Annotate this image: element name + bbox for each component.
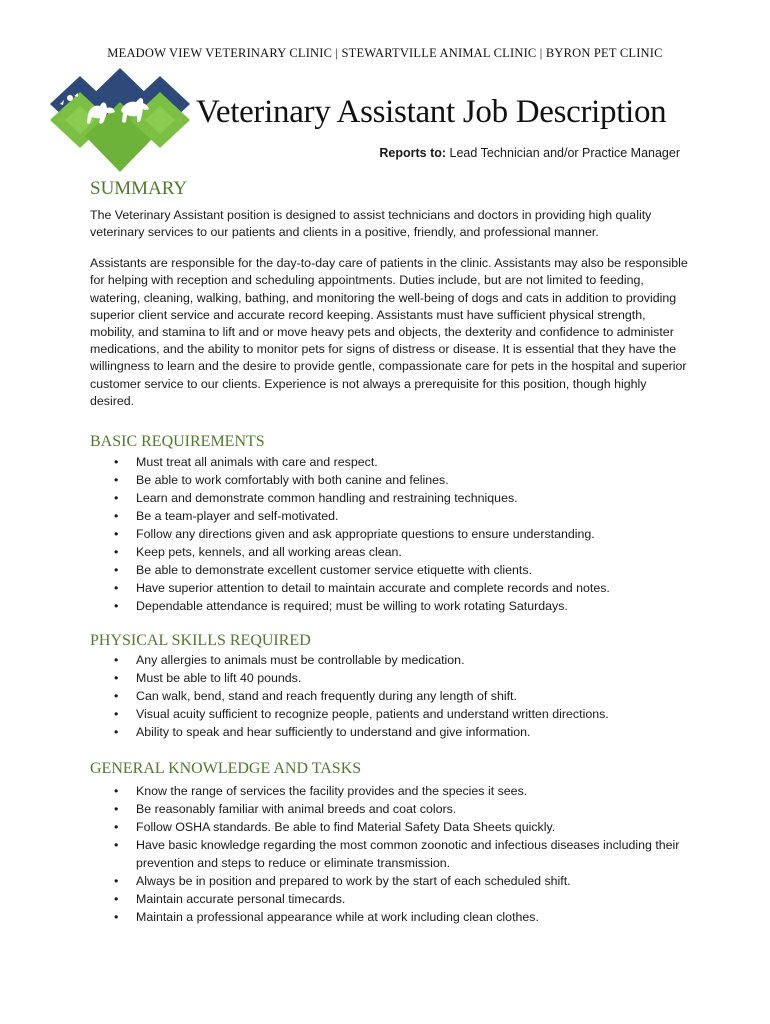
list-item: • Learn and demonstrate common handling and restraining techniques. bbox=[114, 491, 518, 506]
bullet-icon: • bbox=[114, 801, 119, 816]
bullet-icon: • bbox=[114, 873, 119, 888]
list-item: • Visual acuity sufficient to recognize people, patients and understand written directions. bbox=[114, 707, 609, 722]
list-item: • Maintain accurate personal timecards. bbox=[114, 891, 346, 906]
list-item: • Maintain a professional appearance while at work including clean clothes. bbox=[114, 909, 539, 924]
bullet-icon: • bbox=[114, 563, 119, 578]
bullet-icon: • bbox=[114, 707, 119, 722]
list-item: • Can walk, bend, stand and reach frequently during any length of shift. bbox=[114, 689, 517, 704]
list-item: • Must treat all animals with care and respect. bbox=[114, 455, 378, 470]
bullet-icon: • bbox=[114, 599, 119, 614]
basic-requirements-list bbox=[90, 453, 690, 615]
bullet-icon: • bbox=[114, 725, 119, 740]
list-item: • Always be in position and prepared to work by the start of each scheduled shift. bbox=[114, 873, 571, 888]
bullet-icon: • bbox=[114, 527, 119, 542]
bullet-icon: • bbox=[114, 455, 119, 470]
bullet-icon: • bbox=[114, 891, 119, 906]
physical-skills-heading: PHYSICAL SKILLS REQUIRED bbox=[90, 632, 311, 650]
list-item: • Dependable attendance is required; must be willing to work rotating Saturdays. bbox=[114, 599, 568, 614]
list-item: • Ability to speak and hear sufficiently to understand and give information. bbox=[114, 725, 531, 740]
list-item: • Must be able to lift 40 pounds. bbox=[114, 671, 302, 686]
bullet-icon: • bbox=[114, 909, 119, 924]
summary-heading: SUMMARY bbox=[90, 178, 188, 199]
list-item: • Be able to demonstrate excellent customer service etiquette with clients. bbox=[114, 563, 533, 578]
list-item: • Be able to work comfortably with both canine and felines. bbox=[114, 473, 449, 488]
veterinary-clinic-logo-icon bbox=[40, 64, 200, 176]
page-title: Veterinary Assistant Job Description bbox=[196, 94, 667, 130]
bullet-icon: • bbox=[114, 545, 119, 560]
bullet-icon: • bbox=[114, 671, 119, 686]
summary-paragraph-1: The Veterinary Assistant position is designed to assist technicians and doctors in providing high quality veterinary services to our patients and clients in a positive, friendly, and professional manner. bbox=[90, 207, 652, 239]
list-item: • Know the range of services the facility provides and the species it sees. bbox=[114, 783, 528, 798]
basic-requirements-heading: BASIC REQUIREMENTS bbox=[90, 433, 265, 451]
summary-paragraph-2: Assistants are responsible for the day-to-day care of patients in the clinic. Assistants may also be responsible for helping with reception and scheduling appointments. Duties include, but are not limited to feeding, watering, cleaning, walking, bathing, and monitoring the well-being of dogs and cats in addition to providing superior client service and accurate record keeping. Assistants must have sufficient physical strength, mobility, and stamina to lift and or move heavy pets and objects, the dexterity and confidence to administer medications, and the ability to monitor pets for signs of distress or disease. It is essential that they have the willingness to learn and the desire to provide gentle, compassionate care for pets in the hospital and superior customer service to our clients. Experience is not always a prerequisite for this position, though highly desired. bbox=[90, 256, 688, 408]
bullet-icon: • bbox=[114, 581, 119, 596]
list-item: • Follow OSHA standards. Be able to find Material Safety Data Sheets quickly. bbox=[114, 819, 556, 834]
reports-to bbox=[379, 146, 680, 160]
list-item: • Keep pets, kennels, and all working areas clean. bbox=[114, 545, 402, 560]
bullet-icon: • bbox=[114, 689, 119, 704]
reports-to-label: Reports to: bbox=[379, 146, 447, 160]
list-item: • Follow any directions given and ask appropriate questions to ensure understanding. bbox=[114, 527, 595, 542]
list-item: • Have basic knowledge regarding the most common zoonotic and infectious diseases including their prevention and steps to reduce or eliminate transmission. bbox=[114, 837, 680, 870]
physical-skills-list bbox=[90, 651, 690, 741]
general-knowledge-heading: GENERAL KNOWLEDGE AND TASKS bbox=[90, 760, 362, 778]
list-item: • Have superior attention to detail to maintain accurate and complete records and notes. bbox=[114, 581, 610, 596]
clinic-names-header: MEADOW VIEW VETERINARY CLINIC | STEWARTVILLE ANIMAL CLINIC | BYRON PET CLINIC bbox=[107, 46, 663, 60]
bullet-icon: • bbox=[114, 653, 119, 668]
bullet-icon: • bbox=[114, 491, 119, 506]
bullet-icon: • bbox=[114, 473, 119, 488]
list-item: • Be a team-player and self-motivated. bbox=[114, 509, 339, 524]
bullet-icon: • bbox=[114, 509, 119, 524]
general-knowledge-list bbox=[90, 782, 690, 926]
bullet-icon: • bbox=[114, 783, 119, 798]
list-item: • Be reasonably familiar with animal breeds and coat colors. bbox=[114, 801, 457, 816]
reports-to-value: Lead Technician and/or Practice Manager bbox=[449, 146, 680, 160]
bullet-icon: • bbox=[114, 819, 119, 834]
document-body bbox=[90, 178, 690, 926]
bullet-icon: • bbox=[114, 837, 119, 852]
list-item: • Any allergies to animals must be controllable by medication. bbox=[114, 653, 465, 668]
